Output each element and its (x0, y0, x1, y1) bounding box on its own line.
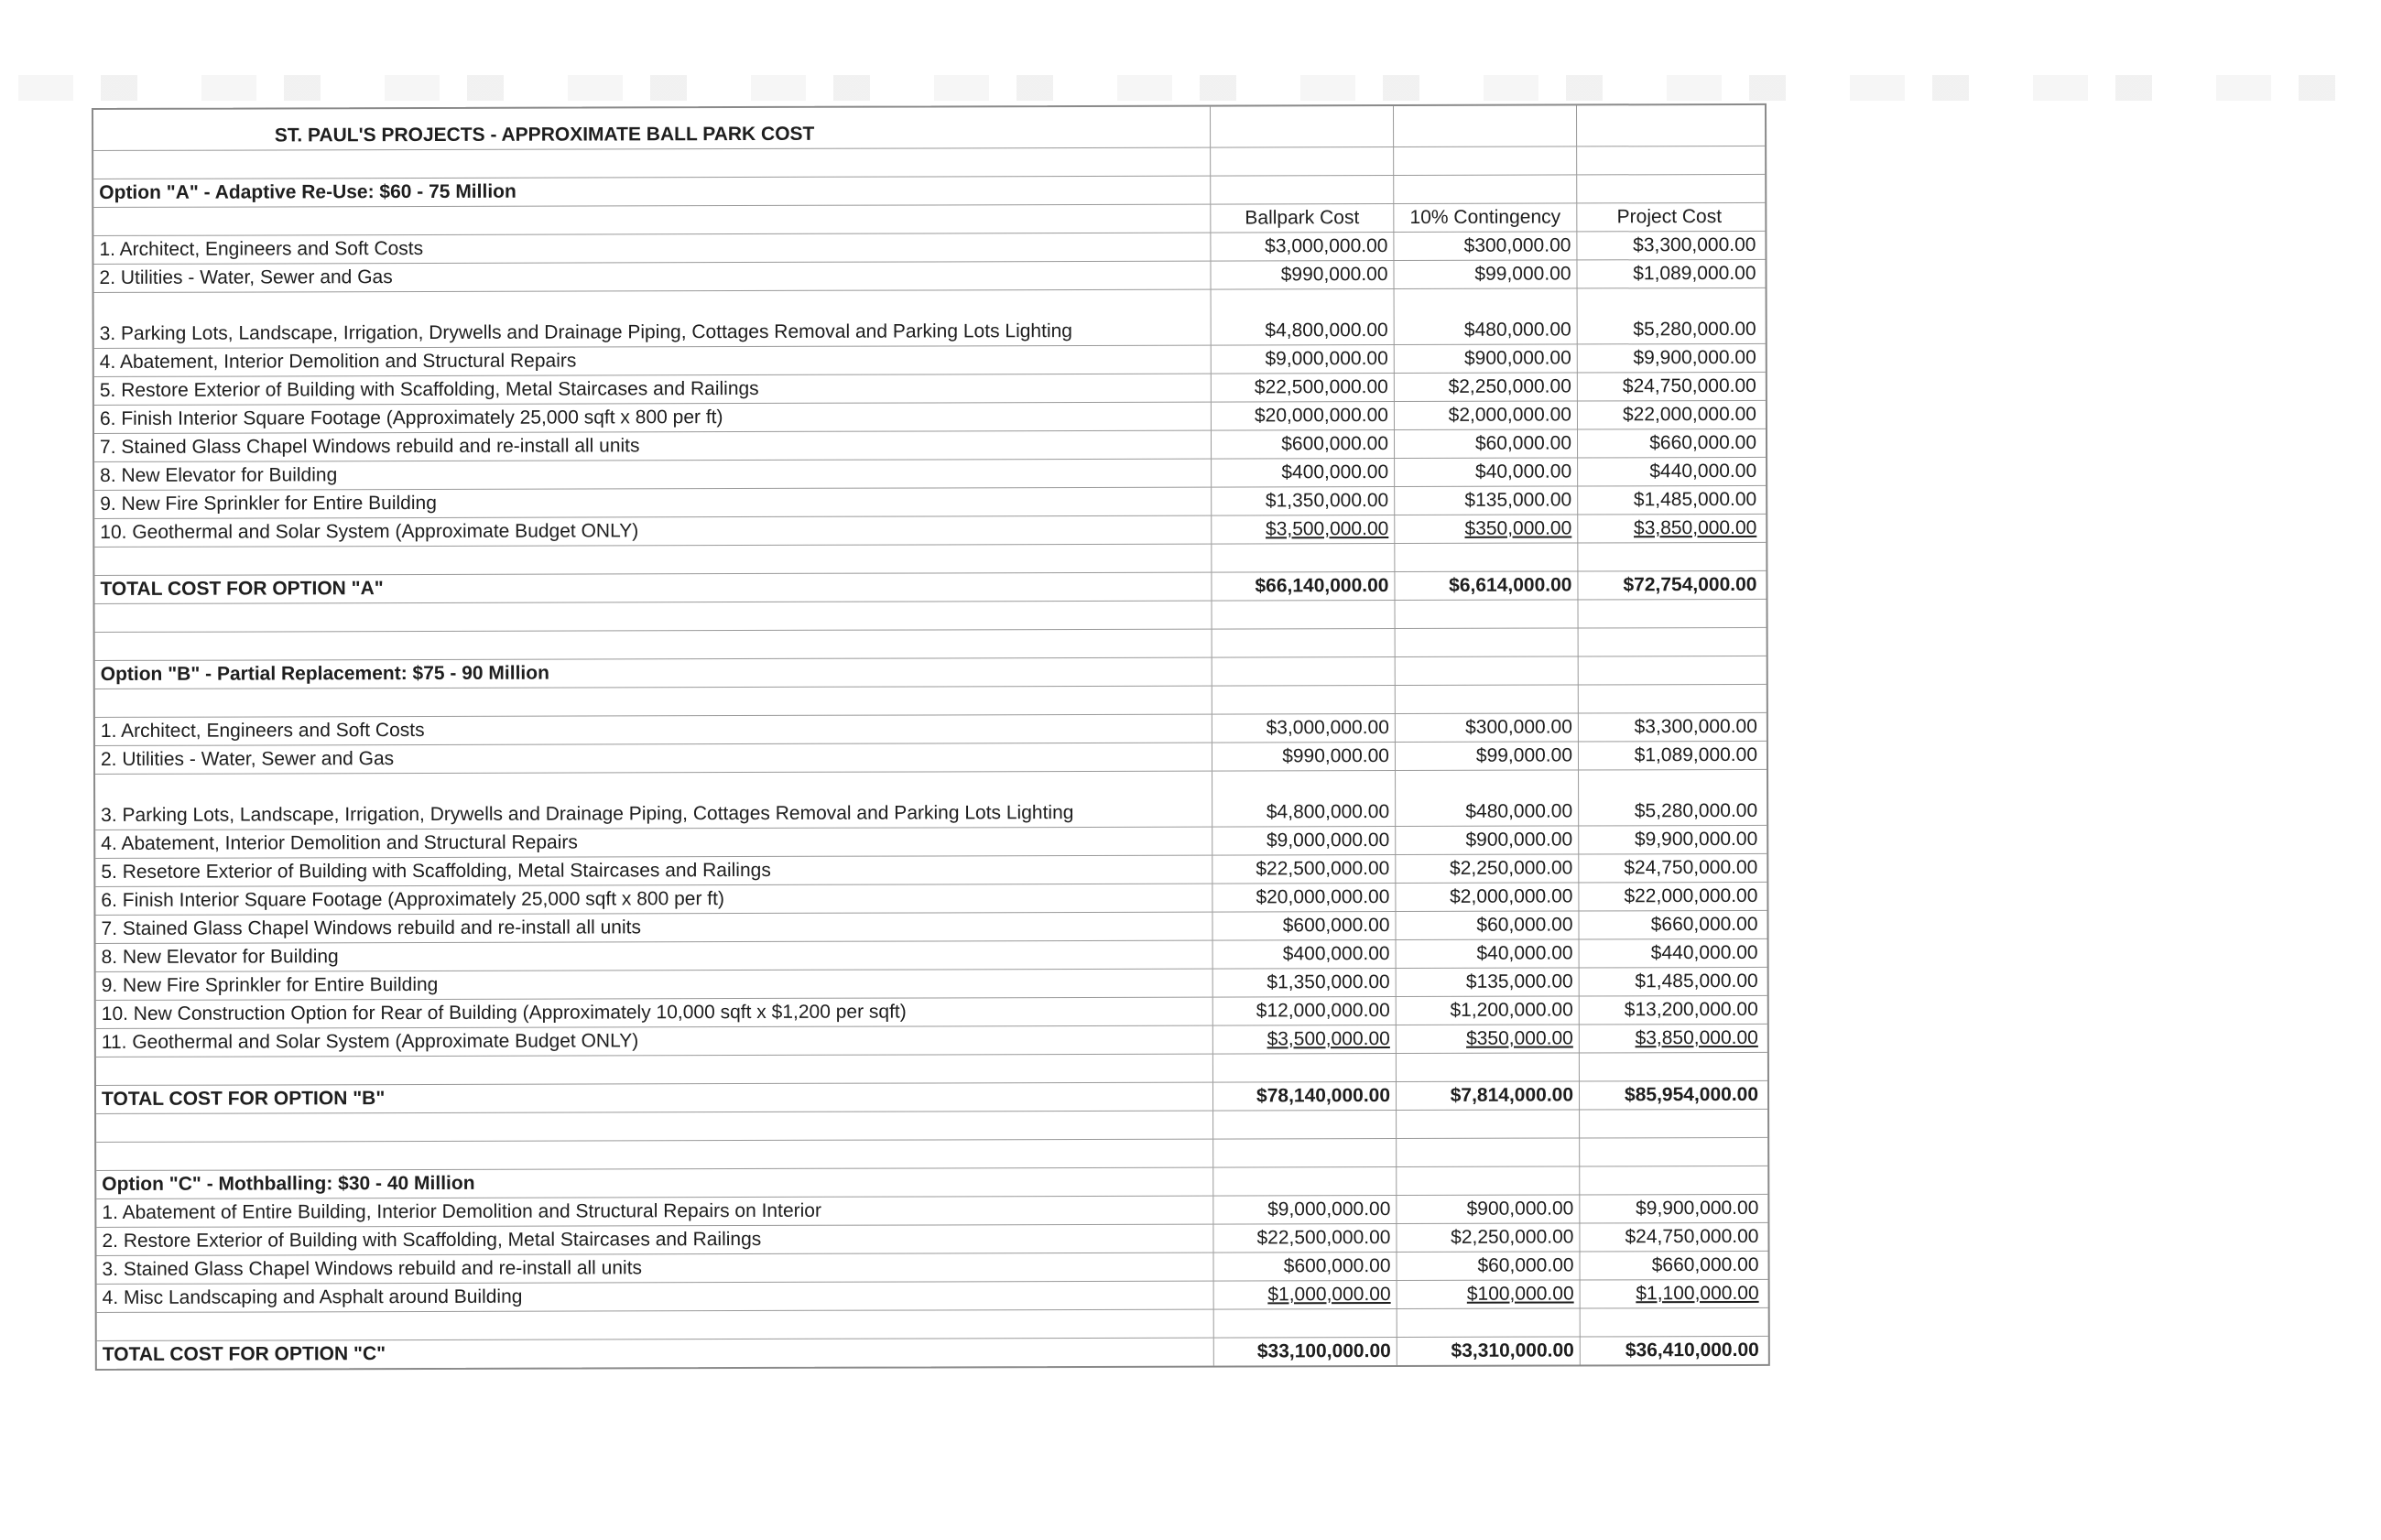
blank-row (95, 628, 1767, 661)
item-label: 8. New Elevator for Building (96, 941, 1213, 971)
cost-table (92, 103, 1770, 1371)
item-project-cost: $5,280,000.00 (1634, 799, 1758, 822)
item-label: 1. Abatement of Entire Building, Interior Demolition and Structural Repairs on Interior (96, 1197, 1213, 1227)
item-contingency: $100,000.00 (1397, 1280, 1581, 1308)
table-row (97, 1280, 1768, 1313)
section-heading-row (96, 1166, 1767, 1199)
scan-artifact-band (18, 75, 2372, 101)
item-ballpark-cost: $22,500,000.00 (1212, 855, 1396, 884)
item-ballpark-cost: $22,500,000.00 (1213, 1224, 1397, 1253)
item-contingency: $480,000.00 (1396, 770, 1579, 826)
item-contingency: $900,000.00 (1396, 826, 1579, 854)
table-row (94, 515, 1766, 548)
item-project-cost: $24,750,000.00 (1625, 1225, 1759, 1248)
table-row (94, 344, 1766, 377)
item-label: 3. Parking Lots, Landscape, Irrigation, Drywells and Drainage Piping, Cottages Removal and Parking Lots Lighting (94, 290, 1212, 348)
item-label: 2. Utilities - Water, Sewer and Gas (93, 262, 1211, 292)
item-project-cost: $1,089,000.00 (1633, 262, 1756, 285)
item-contingency: $300,000.00 (1394, 232, 1577, 260)
item-project-cost: $9,900,000.00 (1636, 1197, 1759, 1220)
blank-row (93, 146, 1765, 179)
item-project-cost: $3,850,000.00 (1633, 516, 1757, 539)
blank-row (96, 1138, 1767, 1171)
item-contingency: $2,000,000.00 (1395, 401, 1578, 429)
item-contingency: $99,000.00 (1394, 260, 1577, 288)
item-project-cost: $22,000,000.00 (1624, 884, 1758, 907)
item-ballpark-cost: $600,000.00 (1213, 1253, 1397, 1281)
item-project-cost: $660,000.00 (1651, 1253, 1759, 1276)
item-label: 8. New Elevator for Building (94, 460, 1212, 490)
table-row (96, 996, 1767, 1029)
option-a-items (93, 232, 1766, 548)
item-project-cost: $1,485,000.00 (1635, 970, 1758, 992)
item-ballpark-cost: $600,000.00 (1212, 430, 1395, 459)
item-project-cost: $24,750,000.00 (1624, 856, 1758, 879)
column-header-row (93, 203, 1765, 236)
table-row (96, 1195, 1767, 1228)
table-row (94, 401, 1766, 434)
total-label: TOTAL COST FOR OPTION "B" (96, 1083, 1213, 1113)
title-row (93, 105, 1765, 151)
item-project-cost: $1,089,000.00 (1634, 743, 1758, 766)
item-ballpark-cost: $9,000,000.00 (1212, 345, 1395, 374)
item-contingency: $60,000.00 (1395, 429, 1578, 458)
item-ballpark-cost: $12,000,000.00 (1213, 997, 1397, 1025)
item-ballpark-cost: $400,000.00 (1213, 940, 1397, 969)
item-contingency: $40,000.00 (1397, 939, 1580, 968)
blank-row (94, 543, 1766, 576)
table-row (95, 742, 1767, 775)
item-contingency: $2,250,000.00 (1396, 854, 1579, 883)
table-row (93, 260, 1765, 293)
item-contingency: $2,000,000.00 (1396, 883, 1579, 911)
item-label: 5. Resetore Exterior of Building with Scaffolding, Metal Staircases and Railings (95, 856, 1212, 886)
total-label: TOTAL COST FOR OPTION "C" (97, 1339, 1214, 1369)
total-project: $36,410,000.00 (1625, 1339, 1759, 1361)
total-project: $85,954,000.00 (1624, 1083, 1759, 1106)
item-project-cost: $440,000.00 (1649, 460, 1757, 483)
col-header-ballpark: Ballpark Cost (1211, 204, 1394, 233)
section-heading-row (95, 656, 1767, 689)
item-project-cost: $1,100,000.00 (1636, 1282, 1759, 1305)
item-project-cost: $660,000.00 (1649, 431, 1757, 454)
item-contingency: $350,000.00 (1397, 1025, 1580, 1053)
option-c-items (96, 1195, 1767, 1313)
item-label: 11. Geothermal and Solar System (Approximate Budget ONLY) (96, 1026, 1213, 1057)
item-contingency: $2,250,000.00 (1397, 1223, 1580, 1252)
blank-row (96, 1110, 1767, 1143)
item-label: 4. Abatement, Interior Demolition and Structural Repairs (95, 828, 1212, 858)
item-ballpark-cost: $3,500,000.00 (1212, 515, 1395, 544)
col-header-contingency: 10% Contingency (1394, 203, 1577, 232)
total-contingency: $7,814,000.00 (1397, 1081, 1580, 1110)
total-contingency: $3,310,000.00 (1397, 1337, 1581, 1365)
item-contingency: $99,000.00 (1396, 742, 1579, 770)
option-c-heading: Option "C" - Mothballing: $30 - 40 Million (96, 1168, 1213, 1198)
item-ballpark-cost: $1,350,000.00 (1213, 969, 1397, 997)
table-row (94, 288, 1766, 349)
item-ballpark-cost: $9,000,000.00 (1213, 1196, 1397, 1224)
total-ballpark: $66,140,000.00 (1212, 572, 1395, 601)
blank-row (96, 1053, 1767, 1086)
item-project-cost: $3,300,000.00 (1633, 233, 1756, 256)
total-ballpark: $78,140,000.00 (1213, 1082, 1397, 1111)
total-project: $72,754,000.00 (1623, 573, 1757, 596)
item-label: 2. Utilities - Water, Sewer and Gas (95, 743, 1212, 774)
item-label: 4. Misc Landscaping and Asphalt around Building (97, 1282, 1214, 1312)
item-label: 3. Parking Lots, Landscape, Irrigation, Drywells and Drainage Piping, Cottages Removal and Parking Lots Lighting (95, 772, 1212, 830)
item-ballpark-cost: $990,000.00 (1211, 261, 1394, 289)
table-row (96, 968, 1767, 1001)
item-ballpark-cost: $1,000,000.00 (1214, 1281, 1397, 1309)
item-ballpark-cost: $400,000.00 (1212, 459, 1395, 487)
total-label: TOTAL COST FOR OPTION "A" (94, 573, 1212, 603)
item-project-cost: $1,485,000.00 (1633, 488, 1757, 511)
item-ballpark-cost: $4,800,000.00 (1212, 771, 1396, 827)
item-ballpark-cost: $3,000,000.00 (1212, 714, 1396, 743)
item-project-cost: $9,900,000.00 (1633, 346, 1756, 369)
table-row (95, 713, 1767, 746)
table-row (96, 1025, 1767, 1057)
item-ballpark-cost: $20,000,000.00 (1212, 402, 1395, 430)
table-row (95, 883, 1767, 916)
item-label: 1. Architect, Engineers and Soft Costs (93, 233, 1211, 264)
item-contingency: $60,000.00 (1396, 911, 1579, 939)
table-row (96, 939, 1767, 972)
table-row (95, 826, 1767, 859)
item-contingency: $1,200,000.00 (1397, 996, 1580, 1025)
table-row (94, 458, 1766, 491)
item-contingency: $350,000.00 (1395, 515, 1578, 543)
item-contingency: $40,000.00 (1395, 458, 1578, 486)
item-contingency: $900,000.00 (1397, 1195, 1580, 1223)
item-ballpark-cost: $3,500,000.00 (1213, 1025, 1397, 1054)
item-ballpark-cost: $3,000,000.00 (1211, 233, 1394, 261)
item-ballpark-cost: $20,000,000.00 (1212, 884, 1396, 912)
option-b-total-row (96, 1081, 1767, 1114)
item-label: 9. New Fire Sprinkler for Entire Building (96, 970, 1213, 1000)
table-row (95, 854, 1767, 887)
option-c-total-row (97, 1337, 1768, 1369)
item-contingency: $480,000.00 (1395, 288, 1578, 344)
table-row (97, 1252, 1768, 1285)
item-project-cost: $22,000,000.00 (1622, 403, 1756, 426)
item-label: 5. Restore Exterior of Building with Scaffolding, Metal Staircases and Railings (94, 374, 1212, 405)
table-row (95, 911, 1767, 944)
item-ballpark-cost: $4,800,000.00 (1212, 289, 1395, 345)
option-a-total-row (94, 571, 1766, 604)
table-row (96, 1223, 1767, 1256)
item-ballpark-cost: $9,000,000.00 (1212, 827, 1396, 855)
item-ballpark-cost: $22,500,000.00 (1212, 374, 1395, 402)
total-contingency: $6,614,000.00 (1395, 571, 1578, 600)
item-project-cost: $3,300,000.00 (1634, 715, 1757, 738)
option-b-heading: Option "B" - Partial Replacement: $75 - 90 Million (95, 658, 1212, 689)
item-project-cost: $9,900,000.00 (1634, 828, 1758, 851)
blank-row (95, 685, 1767, 718)
item-project-cost: $24,750,000.00 (1622, 374, 1756, 397)
item-project-cost: $5,280,000.00 (1633, 318, 1756, 341)
item-contingency: $2,250,000.00 (1395, 373, 1578, 401)
table-row (94, 373, 1766, 406)
item-contingency: $900,000.00 (1395, 344, 1578, 373)
blank-row (97, 1308, 1768, 1341)
item-label: 6. Finish Interior Square Footage (Approximately 25,000 sqft x 800 per ft) (95, 884, 1212, 915)
item-label: 10. Geothermal and Solar System (Approximate Budget ONLY) (94, 516, 1212, 547)
page-title: ST. PAUL'S PROJECTS - APPROXIMATE BALL PARK COST (93, 107, 1211, 150)
option-a-heading: Option "A" - Adaptive Re-Use: $60 - 75 Million (93, 177, 1211, 207)
item-label: 9. New Fire Sprinkler for Entire Building (94, 488, 1212, 518)
item-label: 7. Stained Glass Chapel Windows rebuild and re-install all units (95, 913, 1212, 943)
total-ballpark: $33,100,000.00 (1214, 1338, 1397, 1366)
blank-row (95, 600, 1767, 633)
item-label: 6. Finish Interior Square Footage (Approximately 25,000 sqft x 800 per ft) (94, 403, 1212, 433)
option-b-items (95, 713, 1767, 1057)
table-row (94, 486, 1766, 519)
item-project-cost: $440,000.00 (1650, 941, 1758, 964)
item-label: 7. Stained Glass Chapel Windows rebuild and re-install all units (94, 431, 1212, 461)
table-row (93, 232, 1765, 265)
table-row (95, 770, 1767, 830)
item-label: 1. Architect, Engineers and Soft Costs (95, 715, 1212, 745)
table-row (94, 429, 1766, 462)
item-project-cost: $660,000.00 (1650, 913, 1758, 936)
item-project-cost: $13,200,000.00 (1624, 998, 1758, 1021)
item-contingency: $135,000.00 (1397, 968, 1580, 996)
item-contingency: $135,000.00 (1395, 486, 1578, 515)
item-ballpark-cost: $1,350,000.00 (1212, 487, 1395, 515)
item-label: 10. New Construction Option for Rear of Building (Approximately 10,000 sqft x $1,200 per sqft) (96, 998, 1213, 1028)
item-ballpark-cost: $600,000.00 (1212, 912, 1396, 940)
item-contingency: $300,000.00 (1396, 713, 1579, 742)
section-heading-row (93, 175, 1765, 208)
item-label: 3. Stained Glass Chapel Windows rebuild and re-install all units (97, 1253, 1214, 1284)
item-project-cost: $3,850,000.00 (1635, 1026, 1758, 1049)
item-label: 4. Abatement, Interior Demolition and Structural Repairs (94, 346, 1212, 376)
item-contingency: $60,000.00 (1397, 1252, 1580, 1280)
item-ballpark-cost: $990,000.00 (1212, 743, 1396, 771)
col-header-project: Project Cost (1616, 206, 1723, 228)
item-label: 2. Restore Exterior of Building with Scaffolding, Metal Staircases and Railings (96, 1225, 1213, 1255)
